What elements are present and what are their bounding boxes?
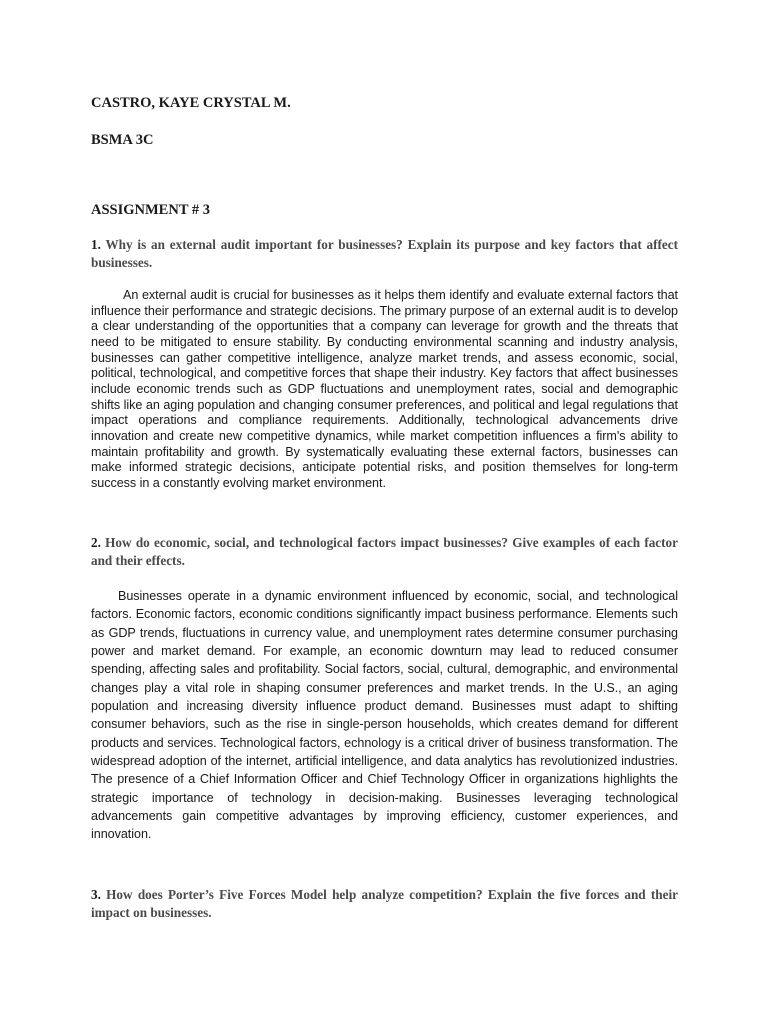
question-1-number: 1. (91, 237, 101, 252)
question-3 (91, 886, 678, 922)
student-name: CASTRO, KAYE CRYSTAL M. (91, 95, 291, 111)
question-2-text: How do economic, social, and technological factors impact businesses? Give examples of each factor and their effects. (91, 535, 678, 568)
answer-2: Businesses operate in a dynamic environment influenced by economic, social, and technological factors. Economic factors, economic conditions significantly impact business performance. Elements such as GDP trends, fluctuations in currency value, and unemployment rates determine consumer purchasing power and market demand. For example, an economic downturn may lead to reduced consumer spending, affecting sales and profitability. Social factors, social, cultural, demographic, and environmental changes play a vital role in shaping consumer preferences and market trends. In the U.S., an aging population and increasing diversity influence product demand. Businesses must adapt to shifting consumer behaviors, such as the rise in single-person households, which creates demand for different products and services. Technological factors, echnology is a critical driver of business transformation. The widespread adoption of the internet, artificial intelligence, and data analytics has revolutionized industries. The presence of a Chief Information Officer and Chief Technology Officer in organizations highlights the strategic importance of technology in decision-making. Businesses leveraging technological advancements gain competitive advantages by improving efficiency, customer experiences, and innovation. (91, 589, 678, 842)
question-3-text: How does Porter’s Five Forces Model help analyze competition? Explain the five forces and their impact on businesses. (91, 887, 679, 920)
question-2 (91, 534, 678, 570)
question-1-text: Why is an external audit important for businesses? Explain its purpose and key factors that affect businesses. (91, 237, 679, 270)
question-1 (91, 236, 678, 272)
student-section: BSMA 3C (91, 132, 154, 148)
assignment-title: ASSIGNMENT # 3 (91, 202, 210, 218)
question-2-number: 2. (91, 535, 101, 550)
question-3-number: 3. (91, 887, 101, 902)
answer-1: An external audit is crucial for businesses as it helps them identify and evaluate external factors that influence their performance and strategic decisions. The primary purpose of an external audit is to develop a clear understanding of the opportunities that a company can leverage for growth and the threats that need to be mitigated to ensure stability. By conducting environmental scanning and industry analysis, businesses can gather competitive intelligence, analyze market trends, and assess economic, social, political, technological, and competitive forces that shape their industry. Key factors that affect businesses include economic trends such as GDP fluctuations and unemployment rates, social and demographic shifts like an aging population and changing consumer preferences, and political and legal regulations that impact operations and compliance requirements. Additionally, technological advancements drive innovation and create new competitive dynamics, while market competition influences a firm's ability to maintain profitability and growth. By systematically evaluating these external factors, businesses can make informed strategic decisions, anticipate potential risks, and position themselves for long-term success in a constantly evolving market environment. (91, 288, 678, 490)
